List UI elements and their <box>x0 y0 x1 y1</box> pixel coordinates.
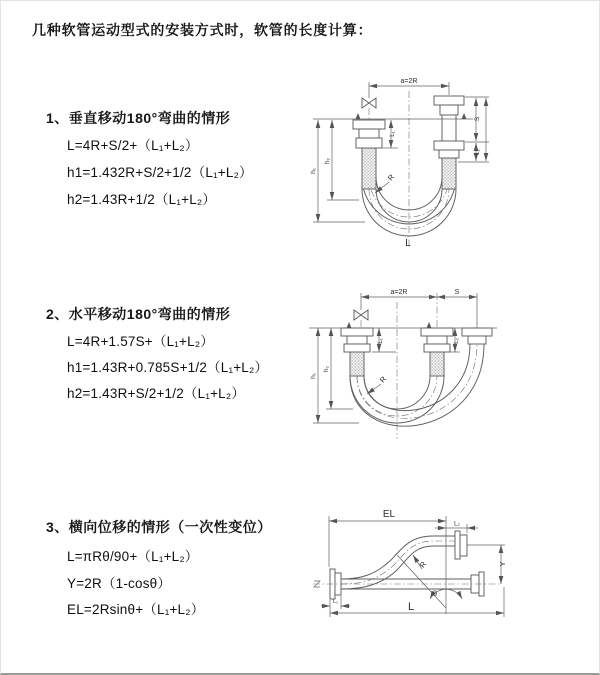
dim-label-l1: L₁ <box>377 338 384 344</box>
dim-label-l2: L₂ <box>474 149 481 155</box>
right-fitting <box>434 96 464 158</box>
s-curve-hose <box>341 536 455 589</box>
dim-label-l2: L₂ <box>453 338 460 344</box>
section-3-formula-L: L=πRθ/90+（L₁+L₂） <box>67 549 199 564</box>
up-arrow-icon <box>462 113 467 119</box>
dim-s-l2 <box>458 97 489 162</box>
dim-label-h1: h₁ <box>310 373 317 379</box>
dim-label-l2: L₂ <box>454 521 460 528</box>
up-arrow-icon <box>427 322 432 328</box>
upper-right-flange <box>455 531 467 559</box>
up-arrow-icon <box>356 113 361 119</box>
dim-label-y: Y <box>498 561 507 567</box>
diagram-lateral-displacement <box>301 496 600 631</box>
angle-theta <box>397 555 462 608</box>
dim-label-l-total: L <box>405 238 411 249</box>
dim-label-a2r: a=2R <box>400 78 418 85</box>
left-fitting <box>353 120 385 148</box>
dim-label-theta: θ <box>432 589 438 598</box>
up-arrow-icon <box>347 322 352 328</box>
valve-icon <box>362 98 376 108</box>
page-title: 几种软管运动型式的安装方式时，软管的长度计算： <box>32 22 373 38</box>
dim-l1 <box>321 596 350 609</box>
dim-label-l1: L₁ <box>389 131 396 137</box>
section-2-formula-h2: h2=1.43R+S/2+1/2（L₁+L₂） <box>67 386 246 401</box>
dim-label-l1: L₁ <box>333 599 338 605</box>
dim-h1-h2 <box>310 120 365 222</box>
valve-icon <box>354 310 368 320</box>
section-1-heading: 1、垂直移动180°弯曲的情形 <box>46 110 231 126</box>
middle-fitting <box>421 328 453 352</box>
section-1-formula-h2: h2=1.43R+1/2（L₁+L₂） <box>67 192 217 207</box>
dim-label-el: EL <box>382 509 396 520</box>
dim-label-r: R <box>377 374 389 385</box>
displaced-fitting <box>462 328 492 344</box>
section-3-formula-Y: Y=2R（1-cosθ） <box>67 576 172 591</box>
dim-label-r: R <box>417 559 429 570</box>
dim-el <box>329 509 446 614</box>
dim-label-s: S <box>474 116 481 122</box>
diagram-vertical-180-bend <box>301 69 600 269</box>
radius-callout <box>413 555 429 569</box>
section-3-heading: 3、横向位移的情形（一次性变位） <box>46 519 272 535</box>
section-1-formula-L: L=4R+S/2+（L₁+L₂） <box>67 138 199 153</box>
diagram-horizontal-180-bend <box>301 284 600 459</box>
section-2-heading: 2、水平移动180°弯曲的情形 <box>46 306 231 322</box>
hose-u-bend <box>350 344 484 426</box>
dim-label-r: R <box>385 172 397 183</box>
dim-label-l: L <box>407 601 415 613</box>
dim-l1 <box>372 328 396 352</box>
dim-label-s: S <box>454 289 460 296</box>
section-1-formula-h1: h1=1.432R+S/2+1/2（L₁+L₂） <box>67 165 253 180</box>
radius-callout <box>367 374 389 394</box>
dim-label-h1: h₁ <box>310 168 317 174</box>
dim-label-h2: h₂ <box>324 157 331 165</box>
section-2-formula-h1: h1=1.43R+0.785S+1/2（L₁+L₂） <box>67 360 269 375</box>
dim-label-a2r: a=2R <box>390 289 408 296</box>
left-fitting <box>341 328 373 352</box>
section-3-formula-EL: EL=2Rsinθ+（L₁+L₂） <box>67 602 205 617</box>
section-2-formula-L: L=4R+1.57S+（L₁+L₂） <box>67 334 214 349</box>
dim-label-h2: h₂ <box>323 365 330 373</box>
dim-a2r-s <box>361 289 477 328</box>
